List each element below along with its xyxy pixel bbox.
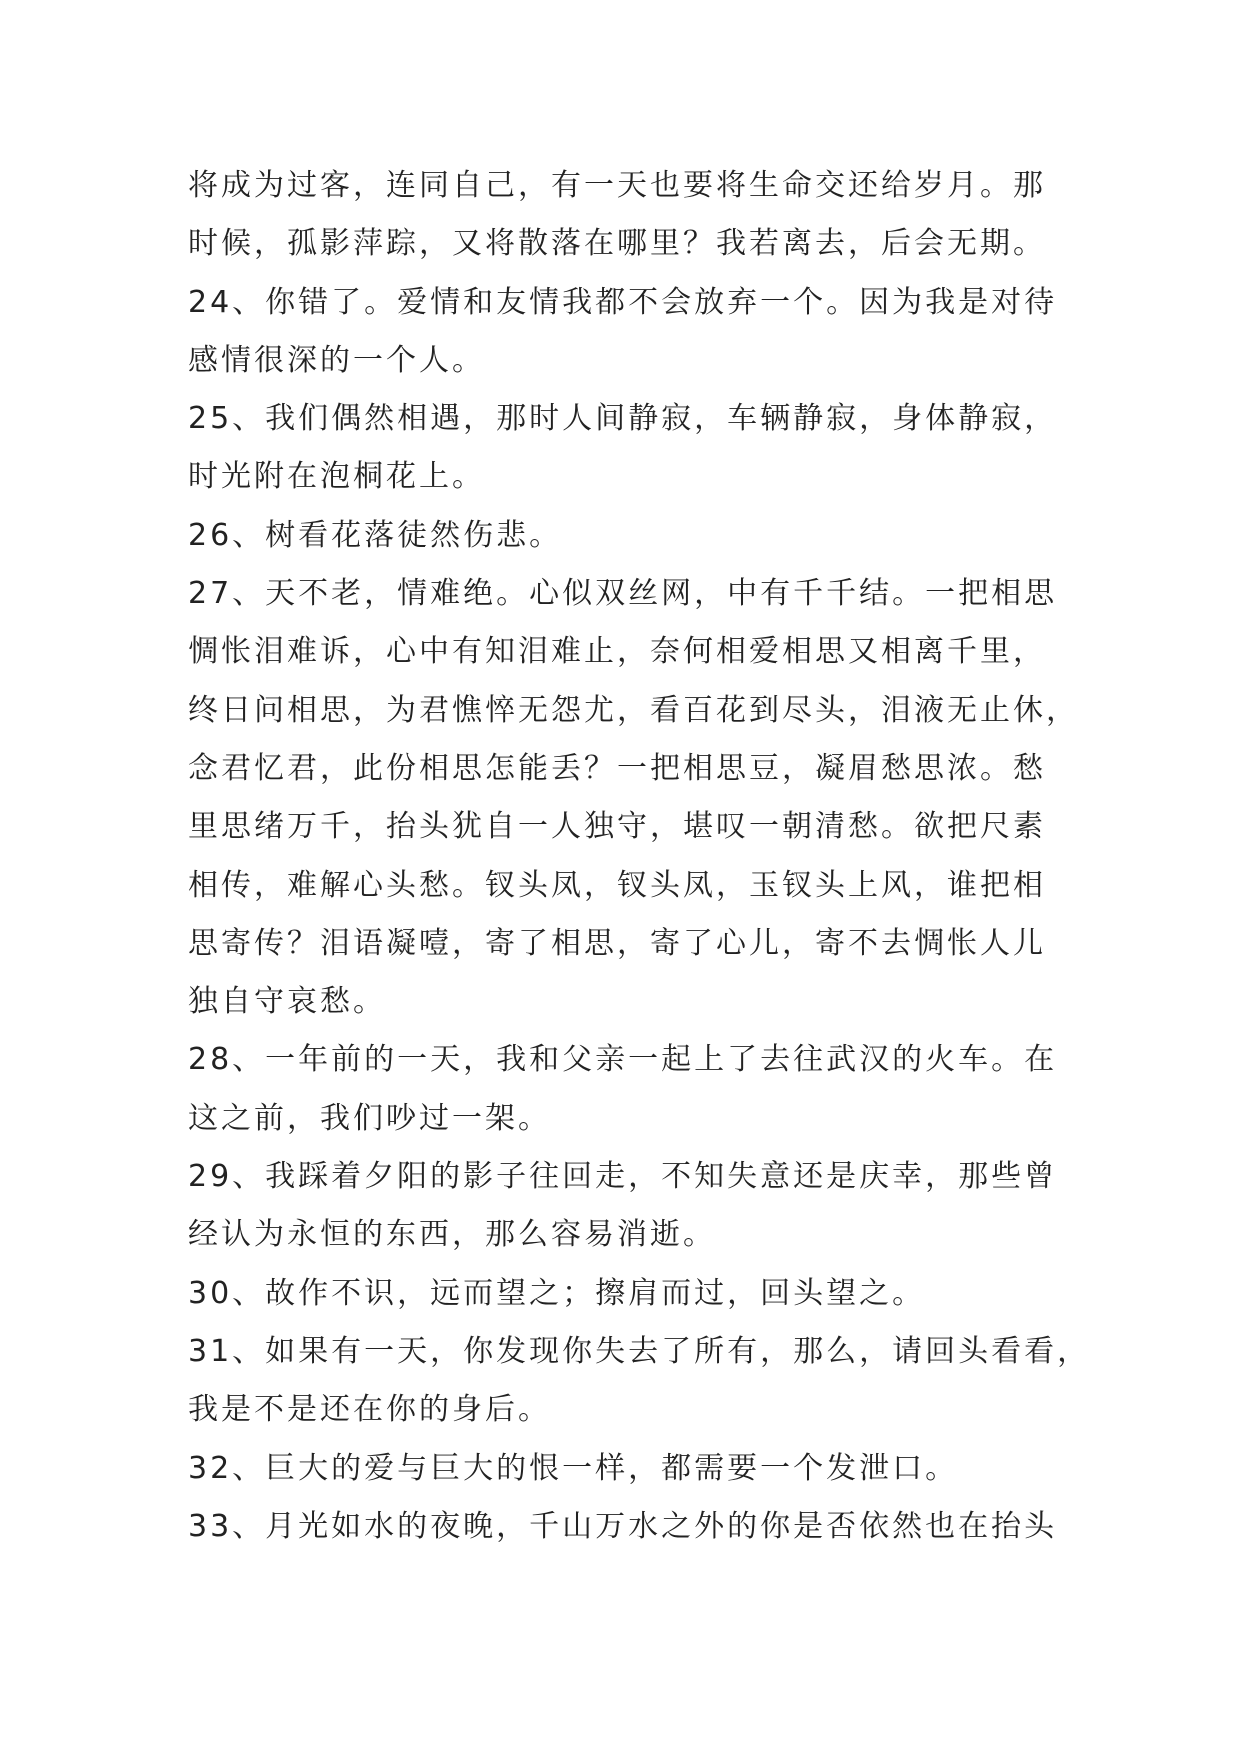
text-line: 终日问相思，为君憔悴无怨尤，看百花到尽头，泪液无止休， bbox=[188, 692, 1079, 728]
text-line: 29、我踩着夕阳的影子往回走，不知失意还是庆幸，那些曾 bbox=[188, 1159, 1058, 1195]
text-line: 将成为过客，连同自己，有一天也要将生命交还给岁月。那 bbox=[188, 168, 1046, 203]
text-line: 24、你错了。爱情和友情我都不会放弃一个。因为我是对待 bbox=[188, 284, 1058, 320]
text-line: 28、一年前的一天，我和父亲一起上了去往武汉的火车。在 bbox=[188, 1042, 1058, 1078]
text-line: 相传，难解心头愁。钗头凤，钗头凤，玉钗头上风，谁把相 bbox=[188, 867, 1046, 903]
document-body bbox=[188, 157, 1091, 1556]
text-line: 思寄传？泪语凝噎，寄了相思，寄了心儿，寄不去惆怅人儿 bbox=[188, 925, 1046, 961]
text-line: 念君忆君，此份相思怎能丢？一把相思豆，凝眉愁思浓。愁 bbox=[188, 750, 1046, 786]
text-line: 27、天不老，情难绝。心似双丝网，中有千千结。一把相思 bbox=[188, 576, 1058, 612]
text-line: 惆怅泪难诉，心中有知泪难止，奈何相爱相思又相离千里， bbox=[188, 634, 1046, 670]
text-line: 里思绪万千，抬头犹自一人独守，堪叹一朝清愁。欲把尺素 bbox=[188, 809, 1046, 845]
text-line: 32、巨大的爱与巨大的恨一样，都需要一个发泄口。 bbox=[188, 1450, 959, 1486]
text-line: 时光附在泡桐花上。 bbox=[188, 459, 485, 495]
text-line: 独自守哀愁。 bbox=[188, 984, 386, 1020]
text-line: 25、我们偶然相遇，那时人间静寂，车辆静寂，身体静寂， bbox=[188, 401, 1058, 437]
text-line: 我是不是还在你的身后。 bbox=[188, 1392, 551, 1428]
text-line: 时候，孤影萍踪，又将散落在哪里？我若离去，后会无期。 bbox=[188, 226, 1046, 262]
text-line: 感情很深的一个人。 bbox=[188, 342, 485, 378]
text-line: 这之前，我们吵过一架。 bbox=[188, 1100, 551, 1136]
text-line: 30、故作不识，远而望之；擦肩而过，回头望之。 bbox=[188, 1275, 926, 1311]
text-line: 26、树看花落徒然伤悲。 bbox=[188, 517, 563, 553]
text-line: 33、月光如水的夜晚，千山万水之外的你是否依然也在抬头 bbox=[188, 1508, 1058, 1544]
text-line: 31、如果有一天，你发现你失去了所有，那么，请回头看看， bbox=[188, 1333, 1091, 1369]
text-line: 经认为永恒的东西，那么容易消逝。 bbox=[188, 1217, 716, 1253]
